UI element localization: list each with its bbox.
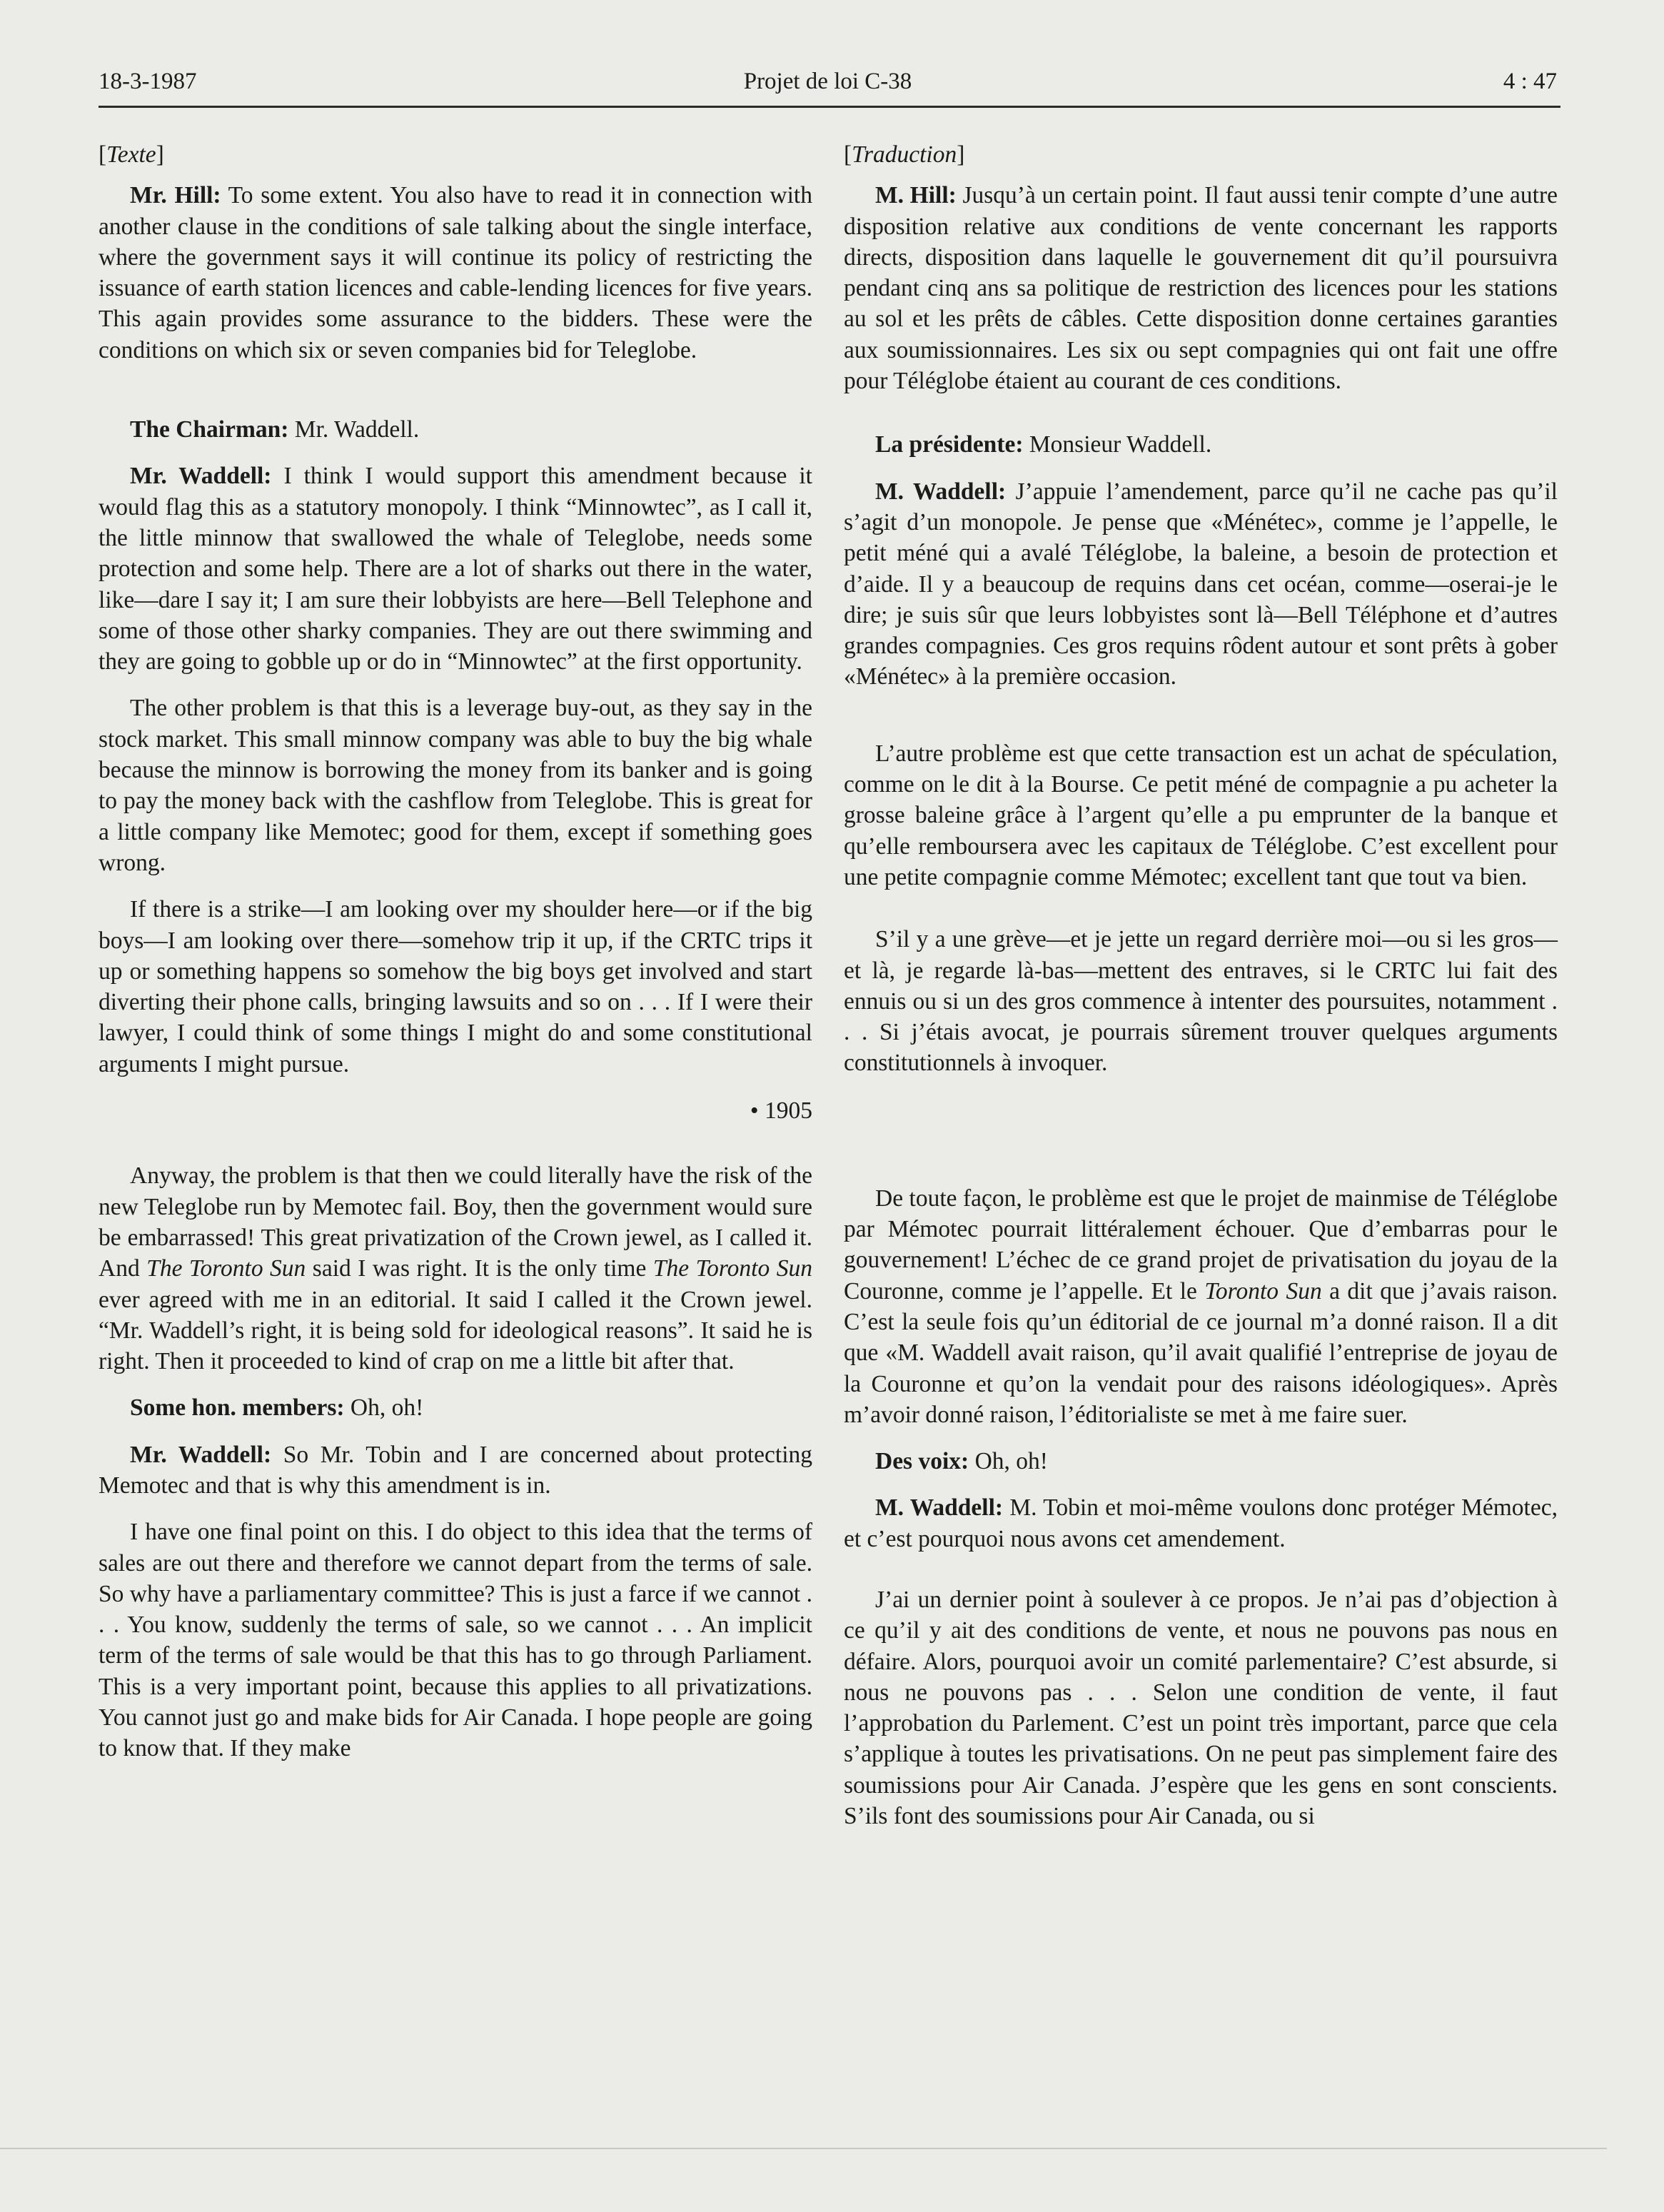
time-marker: • 1905	[750, 1097, 812, 1125]
speaker-name: Mr. Waddell:	[130, 463, 272, 490]
speech-paragraph: I have one final point on this. I do object to this idea that the terms of sales are out there and therefore we cannot depart from the terms of sale. So why have a parliamentary committee? This is just a farce if we cannot . . . You know, suddenly the terms of sale, so we cannot . . . An implicit term of the terms of sale would be that this has to go through Parliament. This is a very important point, because this applies to all privatizations. You cannot just go and make bids for Air Canada. I hope people are going to know that. If they make	[99, 1519, 812, 1762]
speech-paragraph: M. Hill: Jusqu’à un certain point. Il faut aussi tenir compte d’une autre disposition relative aux conditions de vente concernant les rapports directs, disposition dans laquelle le gouvernement dit qu’il poursuivra pendant cinq ans sa politique de restriction des licences pour les stations au sol et les prêts de câbles. Cette disposition donne certaines garanties aux soumissionnaires. Les six ou sept compagnies qui ont fait une offre pour Téléglobe étaient au courant de ces conditions.	[844, 182, 1558, 395]
speaker-name: M. Hill:	[875, 182, 957, 209]
speech-paragraph: M. Waddell: J’appuie l’amendement, parce qu’il ne cache pas qu’il s’agit d’un monopole. Je pense que «Ménétec», comme je l’appelle, le petit méné qui a avalé Téléglobe, la baleine, a besoin de protection et d’aide. Il y a beaucoup de requins dans cet océan, comme—oserai-je le dire; je suis sûr que leurs lobbyistes sont là—Bell Téléphone et d’autres grandes compagnies. Ces gros requins rôdent autour et sont prêts à gober «Ménétec» à la première occasion.	[844, 478, 1558, 690]
speech-paragraph: The other problem is that this is a leverage buy-out, as they say in the stock market. This small minnow company was able to buy the big whale because the minnow is borrowing the money from its banker and is going to pay the money back with the cashflow from Teleglobe. This is great for a little company like Memotec; good for them, except if something goes wrong.	[99, 695, 812, 876]
french-column	[844, 139, 1558, 1847]
speaker-name: Des voix:	[875, 1448, 969, 1475]
speech-paragraph: Mr. Waddell: I think I would support this amendment because it would flag this as a statutory monopoly. I think “Minnowtec”, as I call it, the little minnow that swallowed the whale of Teleglobe, needs some protection and some help. There are a lot of sharks out there in the water, like—dare I say it; I am sure their lobbyists are here—Bell Telephone and some of those other sharky companies. They are out there swimming and they are going to gobble up or do in “Minnowtec” at the first opportunity.	[99, 463, 812, 675]
footer-divider	[0, 2148, 1607, 2149]
speaker-name: The Chairman:	[130, 416, 289, 443]
speech-paragraph: S’il y a une grève—et je jette un regard derrière moi—ou si les gros—et là, je regarde là-bas—mettent des entraves, si le CRTC lui fait des ennuis ou si un des gros commence à intenter des poursuites, notamment . . . Si j’étais avocat, je pourrais sûrement trouver quelques arguments constitutionnels à invoquer.	[844, 926, 1558, 1077]
speaker-name: M. Waddell:	[875, 1494, 1004, 1522]
speech-paragraph: Anyway, the problem is that then we could literally have the risk of the new Teleglobe run by Memotec fail. Boy, then the government would sure be embarrassed! This great privatization of the Crown jewel, as I called it. And The Toronto Sun said I was right. It is the only time The Toronto Sun ever agreed with me in an editorial. It said I called it the Crown jewel. “Mr. Waddell’s right, it is being sold for ideological reasons”. It said he is right. Then it proceeded to kind of crap on me a little bit after that.	[99, 1162, 812, 1375]
header-divider	[99, 106, 1560, 108]
page-date: 18-3-1987	[99, 69, 197, 94]
speaker-name: Mr. Waddell:	[130, 1441, 272, 1468]
speech-paragraph: Some hon. members: Oh, oh!	[130, 1394, 424, 1422]
speech-paragraph: De toute façon, le problème est que le projet de mainmise de Téléglobe par Mémotec pourrait littéralement échouer. Que d’embarras pour le gouvernement! L’échec de ce grand projet de privatisation du joyau de la Couronne, comme je l’appelle. Et le Toronto Sun a dit que j’avais raison. C’est la seule fois qu’un éditorial de ce journal m’a donné raison. Il a dit que «M. Waddell avait raison, qu’il avait qualifié l’entreprise de joyau de la Couronne et qu’on la vendait pour des raisons idéologiques». Après m’avoir donné raison, l’éditorialiste se met à me faire suer.	[844, 1185, 1558, 1428]
english-column	[99, 139, 812, 1780]
speech-paragraph: M. Waddell: M. Tobin et moi-même voulons donc protéger Mémotec, et c’est pourquoi nous avons cet amendement.	[844, 1494, 1558, 1552]
speaker-name: Some hon. members:	[130, 1394, 345, 1422]
speech-paragraph: Des voix: Oh, oh!	[875, 1448, 1048, 1475]
speaker-name: M. Waddell:	[875, 478, 1007, 505]
speaker-name: Mr. Hill:	[130, 182, 221, 209]
section-tag-traduction: [Traduction]	[844, 141, 965, 168]
speech-paragraph: The Chairman: Mr. Waddell.	[130, 416, 420, 443]
speech-paragraph: Mr. Hill: To some extent. You also have to read it in connection with another clause in the conditions of sale talking about the single interface, where the government says it will continue its policy of restricting the issuance of earth station licences and cable-lending licences for five years. This again provides some assurance to the bidders. These were the conditions on which six or seven companies bid for Teleglobe.	[99, 182, 812, 363]
speech-paragraph: Mr. Waddell: So Mr. Tobin and I are concerned about protecting Memotec and that is why this amendment is in.	[99, 1441, 812, 1499]
speech-paragraph: L’autre problème est que cette transaction est un achat de spéculation, comme on le dit à la Bourse. Ce petit méné de compagnie a pu acheter la grosse baleine grâce à l’argent qu’elle a pu emprunter de la banque et qu’elle remboursera avec les capitaux de Téléglobe. C’est excellent pour une petite compagnie comme Mémotec; excellent tant que tout va bien.	[844, 740, 1558, 890]
speech-paragraph: La présidente: Monsieur Waddell.	[875, 431, 1212, 458]
section-tag-texte: [Texte]	[99, 141, 164, 168]
speech-paragraph: J’ai un dernier point à soulever à ce propos. Je n’ai pas d’objection à ce qu’il y ait des conditions de vente, et nous ne pouvons pas nous en défaire. Alors, pourquoi avoir un comité parlementaire? C’est absurde, si nous ne pouvons pas . . . Selon une condition de vente, il faut l’approbation du Parlement. C’est un point très important, parce que cela s’applique à toutes les privatisations. On ne peut pas simplement faire des soumissions pour Air Canada. J’espère que les gens en sont conscients. S’ils font des soumissions pour Air Canada, ou si	[844, 1586, 1558, 1830]
page-header	[99, 64, 1557, 107]
speech-paragraph: If there is a strike—I am looking over my shoulder here—or if the big boys—I am looking over there—somehow trip it up, if the CRTC trips it up or something happens so somehow the big boys get involved and start diverting their phone calls, bringing lawsuits and so on . . . If I were their lawyer, I could think of some things I might do and some constitutional arguments I might pursue.	[99, 896, 812, 1077]
page-title: Projet de loi C-38	[743, 69, 912, 94]
page-number: 4 : 47	[1503, 69, 1557, 94]
speaker-name: La présidente:	[875, 431, 1024, 458]
